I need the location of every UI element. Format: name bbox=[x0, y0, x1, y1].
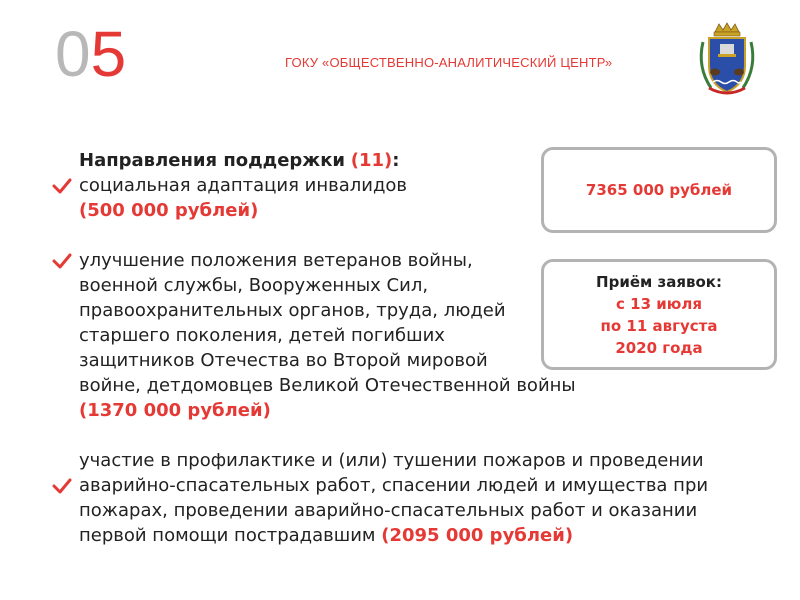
slide-number bbox=[55, 18, 127, 90]
direction-1-text: социальная адаптация инвалидов bbox=[79, 175, 408, 196]
applications-box bbox=[541, 259, 777, 370]
total-amount-box bbox=[541, 147, 777, 233]
organization-title: ГОКУ «ОБЩЕСТВЕННО-АНАЛИТИЧЕСКИЙ ЦЕНТР» bbox=[285, 55, 613, 70]
directions-heading: Направления поддержки (11): bbox=[79, 150, 400, 171]
direction-2-line: улучшение положения ветеранов войны, bbox=[79, 250, 473, 271]
directions-count: (11) bbox=[350, 150, 393, 171]
direction-3-last-line: первой помощи пострадавшим (2095 000 рублей) bbox=[79, 525, 574, 546]
checkmark-icon bbox=[52, 478, 72, 494]
direction-1-amount: (500 000 рублей) bbox=[79, 200, 259, 221]
direction-2-line: военной службы, Вооруженных Сил, bbox=[79, 275, 429, 296]
applications-title: Приём заявок: bbox=[596, 272, 722, 291]
applications-year: 2020 года bbox=[615, 338, 703, 357]
slide-number-prefix: 0 bbox=[55, 18, 91, 90]
checkmark-icon bbox=[52, 178, 72, 194]
novgorod-coat-of-arms-icon bbox=[695, 22, 759, 98]
direction-3-line: аварийно-спасательных работ, спасении людей и имущества при bbox=[79, 475, 709, 496]
direction-3-amount: (2095 000 рублей) bbox=[381, 525, 574, 546]
checkmark-icon bbox=[52, 253, 72, 269]
applications-to: по 11 августа bbox=[600, 316, 718, 335]
direction-2-line: старшего поколения, детей погибших bbox=[79, 325, 445, 346]
direction-2-line: правоохранительных органов, труда, людей bbox=[79, 300, 506, 321]
direction-2-amount: (1370 000 рублей) bbox=[79, 400, 271, 421]
direction-3-line: участие в профилактике и (или) тушении пожаров и проведении bbox=[79, 450, 704, 471]
slide-number-suffix: 5 bbox=[90, 18, 127, 90]
direction-2-line: войне, детдомовцев Великой Отечественной войны bbox=[79, 375, 576, 396]
total-amount: 7365 000 рублей bbox=[585, 181, 733, 199]
applications-from: с 13 июля bbox=[616, 294, 702, 313]
direction-3-line: пожарах, проведении аварийно-спасательных работ и оказании bbox=[79, 500, 698, 521]
direction-2-line: защитников Отечества во Второй мировой bbox=[79, 350, 488, 371]
